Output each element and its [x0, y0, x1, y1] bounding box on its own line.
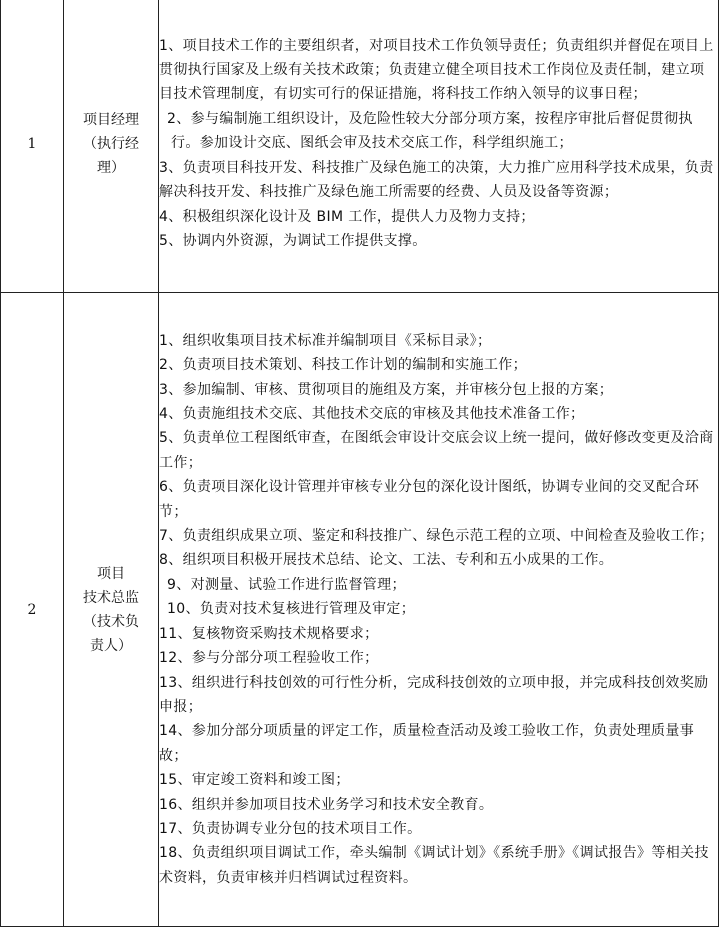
- table-row: [1, 0, 719, 293]
- role-cell: [64, 0, 159, 293]
- duty-item: 2、负责项目技术策划、科技工作计划的编制和实施工作；: [159, 357, 528, 374]
- duty-item: 2、参与编制施工组织设计，及危险性较大分部分项方案，按程序审批后督促贯彻执行。参加设计交底、图纸会审及技术交底工作，科学组织施工；: [167, 110, 693, 152]
- duties-cell: [159, 293, 719, 927]
- duty-item: 5、负责单位工程图纸审查，在图纸会审设计交底会议上统一提问，做好修改变更及洽商工作；: [159, 430, 714, 471]
- duty-item: 8、组织项目积极开展技术总结、论文、工法、专利和五小成果的工作。: [159, 552, 614, 569]
- role-line: 理）: [97, 159, 125, 176]
- duty-item: 6、负责项目深化设计管理并审核专业分包的深化设计图纸，协调专业间的交叉配合环节；: [159, 479, 700, 520]
- table-row: [1, 293, 719, 927]
- role-line: 责人）: [90, 637, 132, 654]
- duty-item: 9、对测量、试验工作进行监督管理；: [167, 576, 406, 593]
- duty-item: 3、负责项目科技开发、科技推广及绿色施工的决策，大力推广应用科学技术成果，负责解决科技开发、科技推广及绿色施工所需要的经费、人员及设备等资源；: [159, 159, 714, 201]
- role-cell: [64, 293, 159, 927]
- duty-item: 14、参加分部分项质量的评定工作，质量检查活动及竣工验收工作，负责处理质量事故；: [159, 723, 695, 764]
- duty-item: 5、协调内外资源，为调试工作提供支撑。: [159, 232, 427, 249]
- role-line: 项目: [97, 565, 125, 582]
- duty-item: 1、组织收集项目技术标准并编制项目《采标目录》；: [159, 332, 492, 349]
- duty-item: 1、项目技术工作的主要组织者，对项目技术工作负领导责任；负责组织并督促在项目上贯彻执行国家及上级有关技术政策；负责建立健全项目技术工作岗位及责任制，建立项目技术管理制度，有切实可行的保证措施，将科技工作纳入领导的议事日程；: [159, 37, 714, 103]
- role-line: 技术总监: [83, 589, 139, 606]
- duty-item: 16、组织并参加项目技术业务学习和技术安全教育。: [159, 796, 494, 813]
- duty-item: 15、审定竣工资料和竣工图；: [159, 772, 350, 789]
- duty-item: 3、参加编制、审核、贯彻项目的施组及方案，并审核分包上报的方案；: [159, 381, 614, 398]
- duty-item: 11、复核物资采购技术规格要求；: [159, 625, 379, 642]
- duty-item: 4、负责施组技术交底、其他技术交底的审核及其他技术准备工作；: [159, 406, 585, 423]
- duty-item: 4、积极组织深化设计及 BIM 工作，提供人力及物力支持；: [159, 208, 535, 225]
- duties-cell: [159, 0, 719, 293]
- duty-item: 13、组织进行科技创效的可行性分析，完成科技创效的立项申报，并完成科技创效奖励申报；: [159, 674, 709, 715]
- duty-item: 7、负责组织成果立项、鉴定和科技推广、绿色示范工程的立项、中间检查及验收工作；: [159, 528, 714, 545]
- duty-item: 10、负责对技术复核进行管理及审定；: [167, 601, 416, 618]
- row-number: 1: [1, 0, 64, 293]
- row-number: 2: [1, 293, 64, 927]
- duty-item: 18、负责组织项目调试工作，牵头编制《调试计划》《系统手册》《调试报告》等相关技术资料，负责审核并归档调试过程资料。: [159, 845, 709, 886]
- duty-item: 12、参与分部分项工程验收工作；: [159, 650, 379, 667]
- role-line: （执行经: [83, 135, 139, 152]
- role-line: 项目经理: [83, 111, 139, 128]
- role-line: （技术负: [83, 613, 139, 630]
- duty-item: 17、负责协调专业分包的技术项目工作。: [159, 820, 422, 837]
